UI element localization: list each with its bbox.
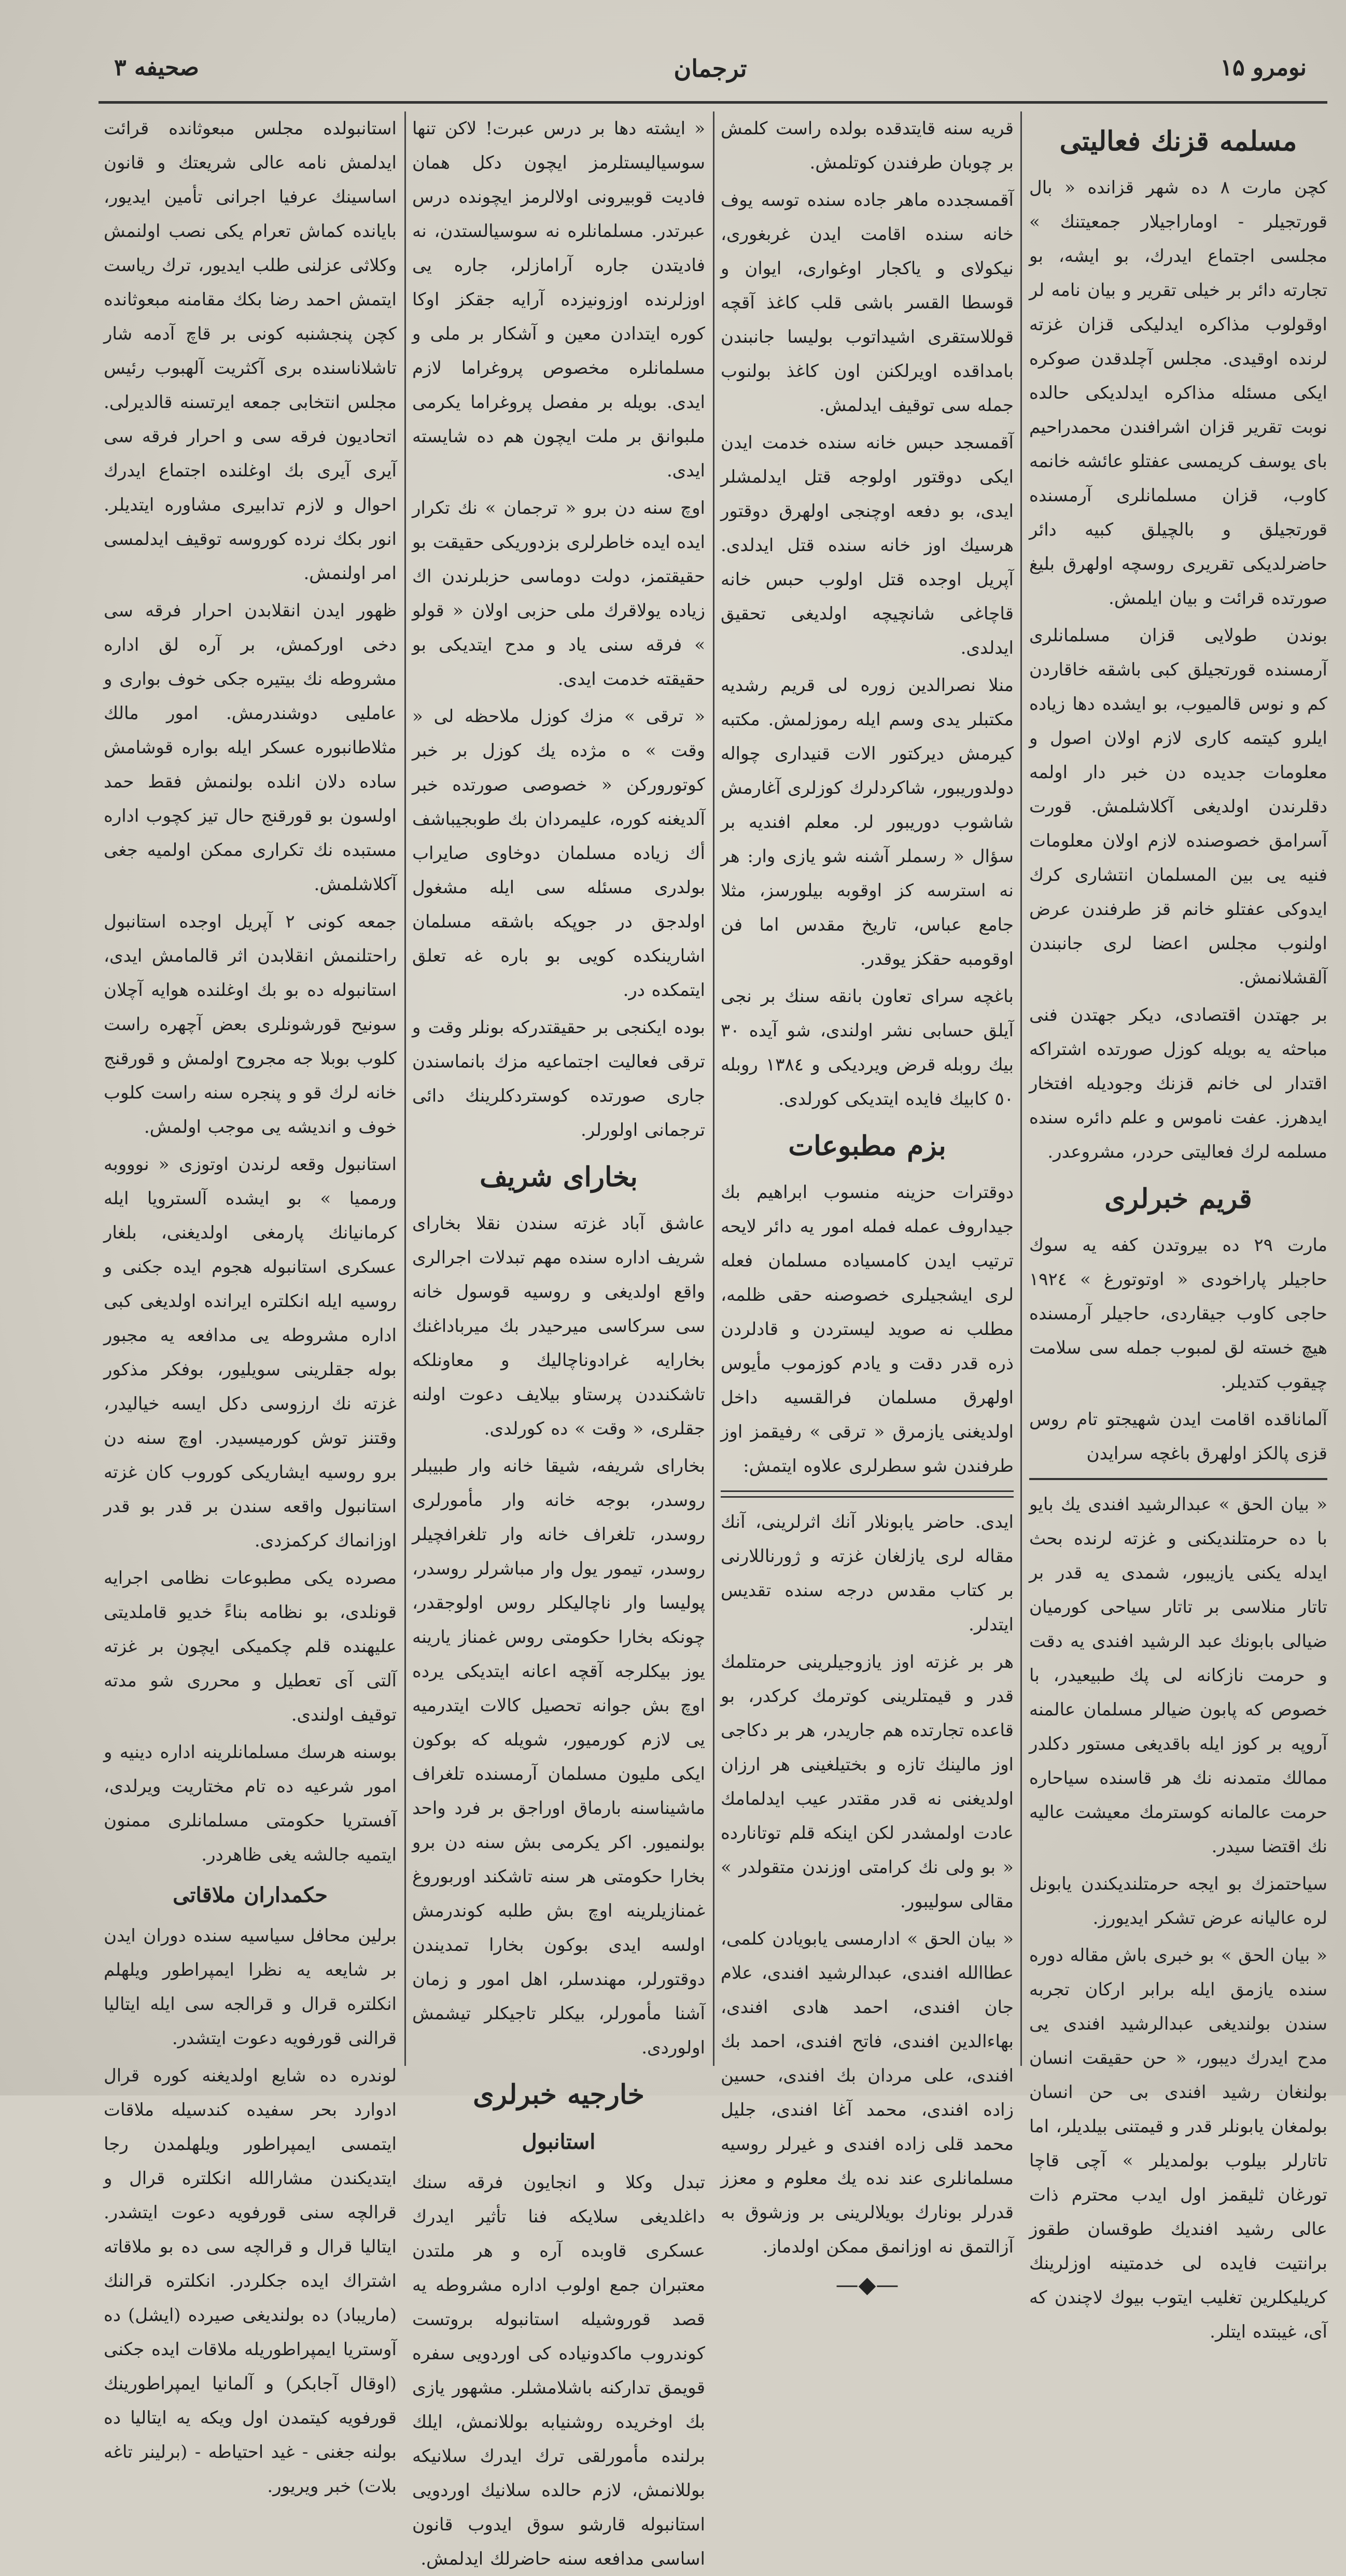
article-paragraph: « ترقى » مزك كوزل ملاحظه لى « وقت » ه مژده يك كوزل بر خبر كوتوروركن « خصوصى صورتده خبر آلديغنه كوره، عليمردان بك طوبجيباشف أك زياده مسلمان دوخاوى صايراب بولدرى مسئله سى ايله مشغول اولدجق در جوپكه باشقه مسلمان اشارينكده كويى بو باره غه تعلق ايتمكده در.	[412, 706, 705, 1001]
article-paragraph: بوندن طولايى قزان مسلمانلرى آرمسنده قورتجيلق كبى باشقه خاقاردن كم و نوس قالميوب، بو ايشده دها زياده ايلرو كيتمه كارى لازم اولان اصول و معلومات جديده دن خبر دار اولمه دقلرندن اولديغى آكلاشلمش. قورت آسرامق خصوصنده لازم اولان معلومات فنيه يى بين المسلمان انتشارى كرك ايدوكى عفتلو خانم قز طرفندن عرض اولنوب مجلس اعضا لرى جانبندن آلقشلانمش.	[1029, 625, 1327, 988]
column-4	[104, 111, 397, 2497]
article-paragraph: « بيان الحق » بو خبرى باش مقاله دوره سنده يازمق ايله برابر اركان تجربه سندن بولنديغى عبدالرشيد افندى يى مدح ايدرك ديبور، « حن حقيقت انسان بولنغان رشيد افندى بى حن انسان بولمغان يابونلر قدر و قيمتنى بيلديلر، اما تاتارلر بيلوب بولمديلر » آچى قاچا تورغان ثليقمز اول ايدب محترم ذات عالى رشيد افنديك طوقسان طقوز برانتيت فايده لى خدمتينه اوزلرينك كريليكلرين تغليب ايتوب بيوك لاچندن كه آى، غيبتده ايتلر.	[1029, 1945, 1327, 2342]
article-paragraph: برلين محافل سياسيه سنده دوران ايدن بر شايعه يه نظرا ايمپراطور ويلهلم انكلتره قرال و قرالجه سى ايله ايتاليا قرالنى قورفويه دعوت ايتشدر.	[104, 1925, 397, 2049]
article-paragraph: استانبول وقعه لرندن اوتوزى « نوووبه ورمميا » بو ايشده آلسترويا ايله كرمانيانك پارمغى اولديغنى، بلغار عسكرى استانبوله هجوم ايده جكنى و روسيه ايله انكلتره ايرانده اولديغى كبى اداره مشروطه يى مدافعه يه مجبور بوله جقلرينى سويليور، بوفكر مذكور غزته نك ارزوسى دكل ايسه خياليدر، وقتنز توش كورميسيدر. اوچ سنه دن برو روسيه ايشاريكى كوروب كان غزته استانبول واقعه سندن بر قدر بو قدر اوزانماك كركمزدى.	[104, 1154, 397, 1551]
article-paragraph: هر بر غزته اوز يازوجيلرينى حرمتلمك قدر و قيمتلرينى كوترمك كركدر، بو قاعده تجارتده هم جاريدر، هر بر دكاجى اوز مالينك تازه و بختيلغينى هر ارزان اولديغنى نه قدر مقتدر عيب ايدلمامك عادت اولمشدر لكن اينكه قلم توتانارده « بو ولى نك كرامتى اوزندن متقولدر » مقالى سوليبور.	[721, 1652, 1014, 1912]
section-heading: قريم خبرلرى	[1104, 1183, 1252, 1215]
article-paragraph: ايدى. حاضر يابونلار آنك اثرلرينى، آنك مقاله لرى يازلغان غزته و ژورناللارنى بر كتاب مقدس درجه سنده تقديس ايتدلر.	[721, 1512, 1014, 1635]
column-3	[412, 111, 705, 2569]
section-heading: خارجيه خبرلرى	[473, 2079, 644, 2110]
article-paragraph: استانبولده مجلس مبعوثانده قرائت ايدلمش نامه عالى شريعتك و قانون اساسينك عرفيا اجرانى تأمين ايديور، بايانده كماش تعرام يكى نصب اولنمش وكلاثى عزلنى طلب ايديور، ترك رياست ايتمش احمد رضا بكك مقامنه مبعوثانده كچن پنجشنبه كونى بر قاچ آدمه شار تاشلاناسنده بری آكثريت آلهبوب رئيس مجلس انتخابى جمعه ايرتسنه قالديرلى. اتحاديون فرقه سى و احرار فرقه سى آيرى آيرى بك اوغلنده اجتماع ايدرك احوال و لازم تدابيرى مشاوره ايتديلر. انور بكك نرده كوروسه توقيف ايدلمسى امر اولنمش.	[104, 118, 397, 584]
article-paragraph: كچن مارت ٨ ده شهر قزانده « بال قورتجيلر - اوماراجيلار جمعيتنك » مجلسى اجتماع ايدرك، بو ايشه، بو تجارته دائر بر خيلى تقرير و بيان نامه لر اوقولوب مذاكره ايدليكى قزان غزته لرنده اوقيدى. مجلس آچلدقدن صوكره ايكى مسئله مذاكره ايدلديكى حالده نوبت تقرير قزان اشرافندن محمدراحيم باى يوسف كريمسى عفتلو عائشه خانمه كاوب، قزان مسلمانلرى آرمسنده قورتجيلق و بالچيلق كبيه دائر حاضرلديكى تقريرى روسچه اولهرق بليغ صورتده قرائت و بيان ايلمش.	[1029, 177, 1327, 609]
article-paragraph: « بيان الحق » عبدالرشيد افندى يك بايو با ده حرمتلنديكنى و غزته لرنده بحث ايدله يكنى يازيبور، شمدى يه قدر بر تاتار منلاسى بر تاتار سياحى كورميان ضيالى بابونك عبد الرشيد افندى يه دقت و حرمت نازكانه لى پك طبيعيدر، با خصوص كه پابون ضيالر مسلمان عالمنه آروپه بر كوز ايله باقديغى مستور دكلدر ممالك متمدنه نك هر قاسنده سياحاره حرمت عالمانه كوسترمك معيشت عاليه نك اقتضا سيدر.	[1029, 1494, 1327, 1857]
column-2	[721, 111, 1014, 2298]
article-paragraph: « بيان الحق » ادارمسى يابويادن كلمى، عطاالله افندى، عبدالرشيد افندى، علام جان افندى، احمد هادى افندى، بهاءالدين افندى، فاتح افندى، احمد بك افندى، على مردان بك افندى، حسين زاده افندى، محمد آغا افندى، جليل محمد قلى زاده افندى و غيرلر روسيه مسلمانلرى عند نده يك معلوم و معزز قدرلر بونارك بويلالرينى بر وزشوق به آزالتمق نه اوزانمق ممكن اولدماز.	[721, 1929, 1014, 2257]
newspaper-title: ترجمان	[674, 54, 747, 82]
article-paragraph: ظهور ايدن انقلابدن احرار فرقه سى دخى اوركمش، بر آره لق اداره مشروطه نك بيتيره جكى خوف بوارى و عامليى دوشندرمش. امور مالك مثلاطانبوره عسكر ايله بواره قوشامش ساده دلان انلده بولنمش فقط حمد اولسون بو قورقنج حال تيز كچوب اداره مستبده نك تكرارى ممكن اولميه جغى آكلاشلمش.	[104, 600, 397, 895]
article-paragraph: منلا نصرالدين زوره لى قريم رشديه مكتبلر يدى وسم ايله رموزلمش. مكتبه كيرمش ديركتور الات قنيدارى چواله دولدوريبور، شاكردلرك كوزلرى آغارمش شاشوب دوريبور لر. معلم افنديه بر سؤال « رسملر آشنه شو يازى وار: هر نه استرسه كز اوقوبه بيلورسز، مثلا جامع عباس، تاريخ مقدس اما فن اوقومبه حقكز يوقدر.	[721, 675, 1014, 969]
article-paragraph: قريه سنه قايتدقده بولده راست كلمش بر چوبان طرفندن كوتلمش.	[721, 118, 1014, 173]
page-number: صحیفه ۳	[114, 54, 199, 81]
section-subheading: استانبول	[522, 2130, 596, 2154]
article-paragraph: مارت ٢٩ ده بيروتدن كفه يه سوك حاجيلر پاراخودى « اوتوتورغ » ١٩٢٤ حاجى كاوب جيقاردى، حاجيلر آرمسنده هيچ خسته لق لمبوب جمله سى سلامت چيقوب كتديلر.	[1029, 1235, 1327, 1392]
article-paragraph: مصرده يكى مطبوعات نظامى اجرايه قونلدى، بو نظامه بناءً خديو قاملديتى عليهنده قلم چكميكى ايچون بر غزته آلتى آى تعطيل و محررى شو مدته توقيف اولندى.	[104, 1568, 397, 1725]
column-1	[1029, 111, 1327, 2342]
article-paragraph: « ايشته دها بر درس عبرت! لاكن تنها سوسياليستلرمز ايچون دكل همان فاديت قوبيرونى اولالرمز ايچونده درس عبرتدر. مسلمانلره نه سوسيالستدن، نه فاديتدن جاره آرامازلر، جاره يى اوزلرنده اوزونيزده آرايه جقكز اوكا كوره ايتدادن معين و آشكار بر ملى و مسلمانلره مخصوص پروغراما لازم ايدى. بويله بر مفصل پروغراما يكرمى ملبوانق بر ملت ايچون هم ده شايسته ايدى.	[412, 118, 705, 481]
article-paragraph: بر جهتدن اقتصادى، ديكر جهتدن فنى مباحثه يه بويله كوزل صورتده اشتراكه اقتدار لى خانم قزنك وجوديله افتخار ايدهرز. عفت ناموس و علم دائره سنده مسلمه لرك فعاليتى حردر، مشروعدر.	[1029, 1005, 1327, 1162]
article-paragraph: آقمسجدده ماهر جاده سنده توسه يوف خانه سنده اقامت ايدن غربغورى، نيكولاى و ياكجار اوغوارى، ايوان و قوسطا القسر باشى قلب كاغذ آقچه قوللاستقرى اشيداتوب بوليسا جانبندن بامداقده اويرلكنن اون كاغذ بولنوب جمله سى توقيف ايدلمش.	[721, 190, 1014, 416]
article-paragraph: آلماناقده اقامت ايدن شهيجتو تام روس قزى پالكز اولهرق باغچه سرايدن	[1029, 1409, 1327, 1464]
article-paragraph: سياحتمزك بو ايجه حرمتلنديكندن يابونل لره عاليانه عرض تشكر ايديورز.	[1029, 1874, 1327, 1929]
article-paragraph: تبدل وكلا و انجايون فرقه سنك داغلديغى سلايكه فنا تأثير ايدرك عسكرى قاوبده آره و هر ملتدن معتبران جمع اولوب اداره مشروطه يه قصد قوروشيله استانبوله بروتست كوندروب ماكدونياده كى اوردويى سفره قويمق تداركنه باشلامشلر. مشهور يازى بك اوخريده روشنيابه بوللانمش، ايلك برلنده مأمورلقى ترك ايدرك سلانيكه بوللانمش، لازم حالده سلانيك اوردويى استانبوله قارشو سوق ايدوب قانون اساسى مدافعه سنه حاضرلك ايدلمش.	[412, 2172, 705, 2569]
article-paragraph: بوسنه هرسك مسلمانلرينه اداره دينيه و امور شرعيه ده تام مختاريت ويرلدى، آفستريا حكومتى مسلمانلرى ممنون ايتميه جالشه يغى ظاهردر.	[104, 1742, 397, 1865]
article-heading: مسلمه قزنك فعاليتى	[1059, 125, 1297, 157]
divider	[1029, 1478, 1327, 1480]
article-paragraph: آقمسجد حبس خانه سنده خدمت ايدن ايكى دوقتور اولوجه قتل ايدلمشلر ايدى، بو دفعه اوچنجى اولهرق دوقتور هرسيك اوز خانه سنده قتل ايدلدى. آپريل اوجده قتل اولوب حبس خانه قاچاغى شانچيچه اولديغى تحقيق ايدلدى.	[721, 432, 1014, 658]
page-header	[93, 49, 1327, 106]
column-separator	[1020, 111, 1022, 2066]
ornament-divider: —◆—	[835, 2272, 899, 2298]
article-paragraph: بخاراى شريفه، شيقا خانه وار طبيبلر روسدر، بوجه خانه وار مأمورلرى روسدر، تلغراف خانه وار تلغرافچيلر روسدر، تيمور يول وار مباشرلر روسدر، پوليسا وار ناچاليكلر روس اولوجقدر، چونكه بخارا حكومتى روس غمناز يارينه يوز بيكلرجه آقچه اعانه ايتديكى يرده اوچ بش جوانه تحصيل كالات ايتدرميه يى لازم كورميور، شويله كه بوكون ايكى مليون مسلمان آرمسنده تلغراف ماشيناسنه بارماق اوراجق بر فرد واحد بولنميور. اكر يكرمى بش سنه دن برو بخارا حكومتى هر سنه تاشكند اوربوروغ غمنازيلرينه اوچ بش طلبه كوندرمش اولسه ايدى بوكون بخارا تمديندن دوقتورلر، مهندسلر، اهل امور و زمان آشنا مأمورلر، بيكلر تاجيكلر تيشمش اولوردى.	[412, 1456, 705, 2058]
article-paragraph: بوده ايكنجى بر حقيقتدركه بونلر وقت و ترقى فعاليت اجتماعيه مزك بانماسندن جارى صورتده كوستردكلرينك دائى ترجمانى اولورلر.	[412, 1017, 705, 1141]
article-paragraph: باغچه سراى تعاون بانقه سنك بر نجى آيلق حسابى نشر اولندى، شو آيده ٣٠ بيك روبله قرض ويرديكى و ١٣٨٤ روبله ٥٠ كابيك فايده ايتديكى كورلدى.	[721, 986, 1014, 1109]
issue-number: نومرو ۱۵	[1220, 54, 1307, 81]
section-heading: بخاراى شريف	[480, 1161, 638, 1193]
section-subheading: حكمداران ملاقاتى	[173, 1883, 328, 1907]
article-paragraph: دوقترات حزينه منسوب ابراهيم بك جيداروف عمله فمله امور يه دائر لايحه ترتيب ايدن كامسياده مسلمان فعله لرى ايشجيلرى خصوصنه حقى ظلمه، مطلب نه صويد ليستردن و قادلردن ذره قدر دقت و يادم كوزموب مأيوس اولهرق مسلمان فرالقسيه داخل اولديغنى يازمرق « ترقى » رفيقمز اوز طرفندن شو سطرلرى علاوه ايتمش:	[721, 1182, 1014, 1476]
article-paragraph: عاشق آباد غزته سندن نقلا بخاراى شريف اداره سنده مهم تبدلات اجرالرى واقع اولديغى و روسيه قوسول خانه سى سركاسى ميرحيدر بك ميرباداغنك بخارايه غرادوناچاليك و معاونلكه تاشكنددن پرستاو بيلايف دعوت اولنه جقلرى، « وقت » ده كورلدى.	[412, 1213, 705, 1439]
section-heading: بزم مطبوعات	[788, 1130, 946, 1162]
article-paragraph: لوندره ده شايع اولديغنه كوره قرال ادوارد بحر سفيده كندسيله ملاقات ايتمسى ايمپراطور ويلهلمدن رجا ايتديكندن مشارالله انكلتره قرال و قرالچه سنى قورفويه دعوت ايتشدر. ايتاليا قرال و قرالچه سى ده بو ملاقاته اشتراك ايده جكلردر. انكلتره قرالنك (ماريباد) ده بولنديغى صيرده (ايشل) ده آوستريا ايمپراطوريله ملاقات ايده جكنى (اوقال آجابكر) و آلمانيا ايمپراطورينك قورفويه كيتمدن اول ويكه يه ايتاليا ده بولنه جغنى - غيد احتياطه - (برلينر تاغه بلات) خبر ويريور.	[104, 2065, 397, 2497]
column-separator	[713, 111, 714, 2066]
article-paragraph: اوچ سنه دن برو « ترجمان » نك تكرار ايده ايده خاطرلرى بزدوريكى حقيقت بو حقيقتمز، دولت دوماسى حزبلرندن اك زياده يولاقرك ملى حزبى اولان « قولو » فرقه سنى ياد و مدح ايتديكى بو حقيقته خدمت ايدى.	[412, 498, 705, 689]
double-divider	[721, 1490, 1014, 1498]
article-paragraph: جمعه كونى ٢ آپريل اوجده استانبول راحتلنمش انقلابدن اثر قالمامش ايدى، استانبوله ده بو بك اوغلنده هوايه آچلان سونيح قورشونلرى بعض آچهره راست كلوب بوبلا جه مجروح اولمش و قورقنج خانه لرك قو و پنجره سنه راست كلوب خوف و اندیشه يى موجب اولمش.	[104, 911, 397, 1137]
header-rule	[99, 101, 1327, 104]
column-separator	[404, 111, 406, 2066]
